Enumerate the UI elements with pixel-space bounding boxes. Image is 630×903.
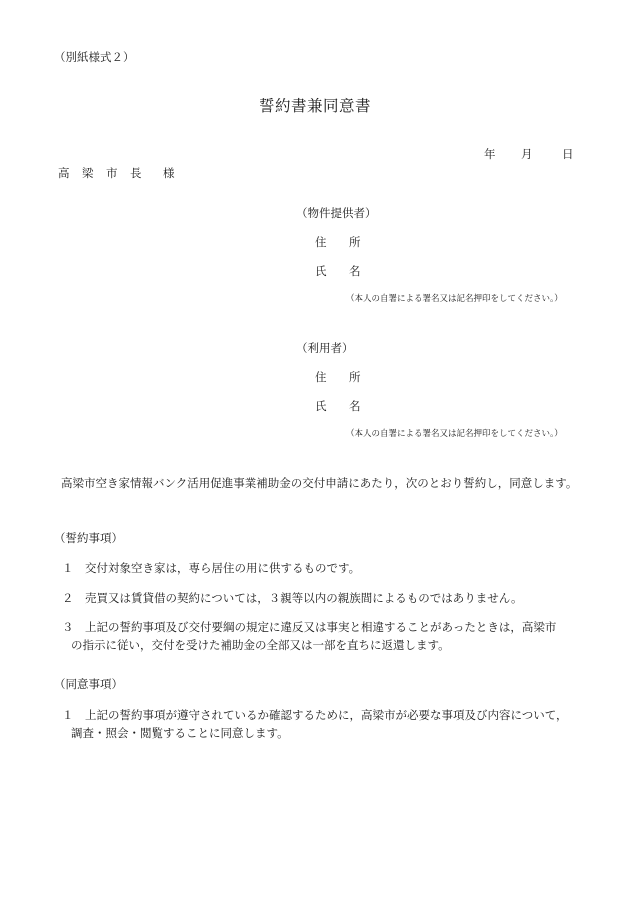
item-text: 売買又は賃貸借の契約については，３親等以内の親族間によるものではありません。	[85, 591, 523, 605]
label-char: 所	[349, 235, 361, 249]
label-char: 氏	[315, 264, 327, 278]
addressee	[58, 165, 175, 181]
addressee-honorific: 様	[163, 166, 175, 180]
user-address-label	[315, 369, 361, 385]
user-signature-note: （本人の自署による署名又は記名押印をしてください。）	[346, 429, 563, 439]
item-number: ３	[62, 620, 74, 634]
intro-paragraph: 高梁市空き家情報バンク活用促進事業補助金の交付申請にあたり，次のとおり誓約し，同意します。	[61, 476, 578, 490]
user-name-label	[315, 398, 361, 414]
provider-heading: （物件提供者）	[296, 206, 377, 220]
date-month-label: 月	[521, 147, 533, 161]
label-char: 住	[315, 235, 327, 249]
pledge-item	[62, 588, 522, 608]
item-text: 交付対象空き家は，専ら居住の用に供するものです。	[85, 561, 361, 575]
label-char: 所	[349, 370, 361, 384]
document-title: 誓約書兼同意書	[258, 97, 371, 115]
consent-item-continuation: 調査・照会・閲覧することに同意します。	[71, 726, 289, 740]
consent-heading: （同意事項）	[54, 677, 123, 691]
item-text: 上記の誓約事項及び交付要綱の規定に違反又は事実と相違することがあったときは，高梁市	[85, 620, 557, 634]
date-year-label: 年	[484, 147, 496, 161]
pledge-item	[62, 558, 360, 578]
item-number: １	[62, 561, 74, 575]
label-char: 氏	[315, 399, 327, 413]
form-number: （別紙様式２）	[54, 50, 135, 64]
item-number: ２	[62, 591, 74, 605]
addressee-char: 市	[106, 166, 118, 180]
pledge-heading: （誓約事項）	[54, 531, 123, 545]
provider-address-label	[315, 234, 361, 250]
pledge-item	[62, 617, 556, 637]
addressee-char: 長	[130, 166, 142, 180]
pledge-item-continuation: の指示に従い，交付を受けた補助金の全部又は一部を直ちに返還します。	[71, 638, 450, 652]
addressee-char: 高	[58, 166, 70, 180]
date-day-label: 日	[562, 147, 574, 161]
item-text: 上記の誓約事項が遵守されているか確認するために，高梁市が必要な事項及び内容について，	[85, 708, 568, 722]
label-char: 名	[349, 264, 361, 278]
label-char: 住	[315, 370, 327, 384]
provider-name-label	[315, 263, 361, 279]
consent-item	[62, 705, 568, 725]
user-heading: （利用者）	[296, 341, 354, 355]
item-number: １	[62, 708, 74, 722]
addressee-char: 梁	[82, 166, 94, 180]
date-line	[484, 146, 574, 162]
provider-signature-note: （本人の自署による署名又は記名押印をしてください。）	[346, 294, 563, 304]
label-char: 名	[349, 399, 361, 413]
